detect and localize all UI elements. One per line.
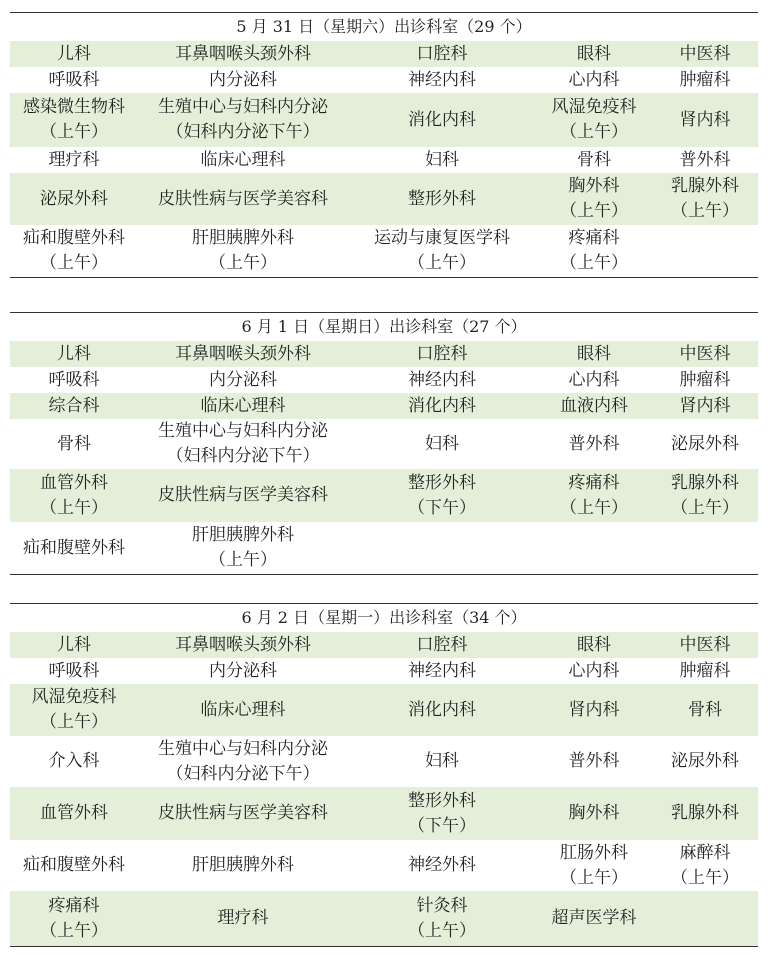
table-row xyxy=(10,41,758,67)
department-cell: 心内科 xyxy=(568,660,620,681)
department-cell: 泌尿外科 xyxy=(671,433,739,454)
schedule-section-may31 xyxy=(10,12,758,278)
department-cell: 耳鼻咽喉头颈外科 xyxy=(138,341,348,367)
department-cell: 肛肠外科 （上午） xyxy=(560,842,628,888)
department-cell: 普外科 xyxy=(679,149,731,170)
department-cell: 耳鼻咽喉头颈外科 xyxy=(138,41,348,67)
department-cell: 眼科 xyxy=(536,632,652,658)
section-bottom-rule xyxy=(10,946,758,947)
department-cell xyxy=(652,522,758,574)
department-cell: 疝和腹壁外科 （上午） xyxy=(23,228,125,273)
department-cell xyxy=(652,225,758,277)
department-cell: 综合科 xyxy=(10,393,138,419)
department-cell: 心内科 xyxy=(568,69,620,90)
department-cell: 皮肤性病与医学美容科 xyxy=(138,173,348,225)
table-row xyxy=(10,67,758,93)
department-cell: 普外科 xyxy=(568,751,620,771)
department-cell: 眼科 xyxy=(536,341,652,367)
department-cell: 中医科 xyxy=(652,632,758,658)
table-row xyxy=(10,367,758,393)
department-cell: 骨科 xyxy=(577,149,611,170)
department-cell: 肝胆胰脾外科 xyxy=(192,855,294,875)
department-cell: 肾内科 xyxy=(652,93,758,147)
department-cell: 理疗科 xyxy=(138,891,348,946)
table-row xyxy=(10,147,758,173)
department-cell: 肿瘤科 xyxy=(679,369,731,390)
department-cell: 介入科 xyxy=(48,751,100,771)
department-cell: 理疗科 xyxy=(48,149,100,170)
table-row xyxy=(10,341,758,367)
department-cell: 感染微生物科 （上午） xyxy=(10,93,138,147)
department-cell: 神经外科 xyxy=(408,855,476,875)
department-cell: 整形外科 （下午） xyxy=(348,469,536,522)
department-table xyxy=(10,41,758,277)
table-row xyxy=(10,393,758,419)
department-cell: 乳腺外科 （上午） xyxy=(652,469,758,522)
department-cell: 消化内科 xyxy=(348,93,536,147)
table-row xyxy=(10,173,758,225)
department-cell: 胸外科 （上午） xyxy=(536,173,652,225)
department-cell: 泌尿外科 xyxy=(10,173,138,225)
department-cell: 呼吸科 xyxy=(48,369,100,390)
department-cell: 肾内科 xyxy=(652,393,758,419)
department-cell: 妇科 xyxy=(425,149,459,170)
department-cell: 骨科 xyxy=(57,433,91,454)
department-cell: 消化内科 xyxy=(348,393,536,419)
department-cell: 疼痛科 （上午） xyxy=(10,891,138,946)
department-cell: 肾内科 xyxy=(536,684,652,736)
department-cell: 临床心理科 xyxy=(138,393,348,419)
table-row xyxy=(10,93,758,147)
department-cell: 神经内科 xyxy=(408,369,476,390)
department-cell: 肿瘤科 xyxy=(679,69,731,90)
department-cell: 神经内科 xyxy=(408,69,476,90)
department-cell: 内分泌科 xyxy=(209,660,277,681)
department-cell: 内分泌科 xyxy=(209,369,277,390)
table-row xyxy=(10,419,758,469)
department-cell: 口腔科 xyxy=(348,41,536,67)
section-bottom-rule xyxy=(10,574,758,575)
department-cell: 妇科 xyxy=(425,751,459,771)
department-cell: 肝胆胰脾外科 （上午） xyxy=(192,228,294,273)
department-cell: 神经内科 xyxy=(408,660,476,681)
department-cell: 胸外科 xyxy=(536,787,652,840)
department-cell: 耳鼻咽喉头颈外科 xyxy=(138,632,348,658)
department-cell: 血管外科 xyxy=(10,787,138,840)
table-row xyxy=(10,225,758,277)
schedule-section-jun2 xyxy=(10,603,758,947)
department-cell: 风湿免疫科 （上午） xyxy=(10,684,138,736)
department-cell: 儿科 xyxy=(10,632,138,658)
department-cell: 内分泌科 xyxy=(209,69,277,90)
department-cell: 临床心理科 xyxy=(200,149,286,170)
department-cell: 皮肤性病与医学美容科 xyxy=(138,469,348,522)
department-cell: 整形外科 xyxy=(348,173,536,225)
department-cell: 口腔科 xyxy=(348,341,536,367)
department-cell: 肝胆胰脾外科 （上午） xyxy=(192,525,294,570)
department-cell: 乳腺外科 （上午） xyxy=(652,173,758,225)
table-row xyxy=(10,840,758,891)
department-cell: 消化内科 xyxy=(348,684,536,736)
department-cell: 针灸科 （上午） xyxy=(348,891,536,946)
department-cell: 口腔科 xyxy=(348,632,536,658)
table-row xyxy=(10,522,758,574)
department-cell: 皮肤性病与医学美容科 xyxy=(138,787,348,840)
table-row xyxy=(10,658,758,684)
table-row xyxy=(10,632,758,658)
section-title: 6 月 1 日（星期日）出诊科室（27 个） xyxy=(10,312,758,341)
department-cell: 肿瘤科 xyxy=(679,660,731,681)
department-cell: 临床心理科 xyxy=(138,684,348,736)
department-cell: 中医科 xyxy=(652,341,758,367)
section-title: 6 月 2 日（星期一）出诊科室（34 个） xyxy=(10,603,758,632)
table-row xyxy=(10,891,758,946)
department-cell: 心内科 xyxy=(568,369,620,390)
department-cell: 血液内科 xyxy=(536,393,652,419)
department-cell: 生殖中心与妇科内分泌 （妇科内分泌下午） xyxy=(138,93,348,147)
department-cell: 中医科 xyxy=(652,41,758,67)
department-cell: 血管外科 （上午） xyxy=(10,469,138,522)
department-cell: 疝和腹壁外科 xyxy=(23,537,125,558)
department-cell: 生殖中心与妇科内分泌 （妇科内分泌下午） xyxy=(158,421,328,466)
department-cell: 呼吸科 xyxy=(48,660,100,681)
department-cell: 疼痛科 （上午） xyxy=(560,228,628,273)
department-cell: 儿科 xyxy=(10,41,138,67)
section-title: 5 月 31 日（星期六）出诊科室（29 个） xyxy=(10,12,758,41)
table-row xyxy=(10,736,758,787)
department-table xyxy=(10,341,758,574)
department-table xyxy=(10,632,758,946)
department-cell: 普外科 xyxy=(568,433,620,454)
department-cell xyxy=(536,522,652,574)
department-cell: 泌尿外科 xyxy=(671,751,739,771)
department-cell xyxy=(652,891,758,946)
department-cell: 疝和腹壁外科 xyxy=(23,855,125,875)
department-cell: 风湿免疫科 （上午） xyxy=(536,93,652,147)
table-row xyxy=(10,787,758,840)
table-row xyxy=(10,684,758,736)
department-cell: 乳腺外科 xyxy=(652,787,758,840)
department-cell: 运动与康复医学科 （上午） xyxy=(374,228,510,273)
department-cell: 整形外科 （下午） xyxy=(348,787,536,840)
department-cell: 疼痛科 （上午） xyxy=(536,469,652,522)
department-cell: 呼吸科 xyxy=(48,69,100,90)
schedule-section-jun1 xyxy=(10,312,758,575)
department-cell: 妇科 xyxy=(425,433,459,454)
section-bottom-rule xyxy=(10,277,758,278)
department-cell: 麻醉科 （上午） xyxy=(671,842,739,888)
department-cell: 儿科 xyxy=(10,341,138,367)
department-cell: 生殖中心与妇科内分泌 （妇科内分泌下午） xyxy=(158,738,328,784)
table-row xyxy=(10,469,758,522)
department-cell: 眼科 xyxy=(536,41,652,67)
department-cell: 超声医学科 xyxy=(536,891,652,946)
department-cell: 骨科 xyxy=(652,684,758,736)
department-cell xyxy=(348,522,536,574)
